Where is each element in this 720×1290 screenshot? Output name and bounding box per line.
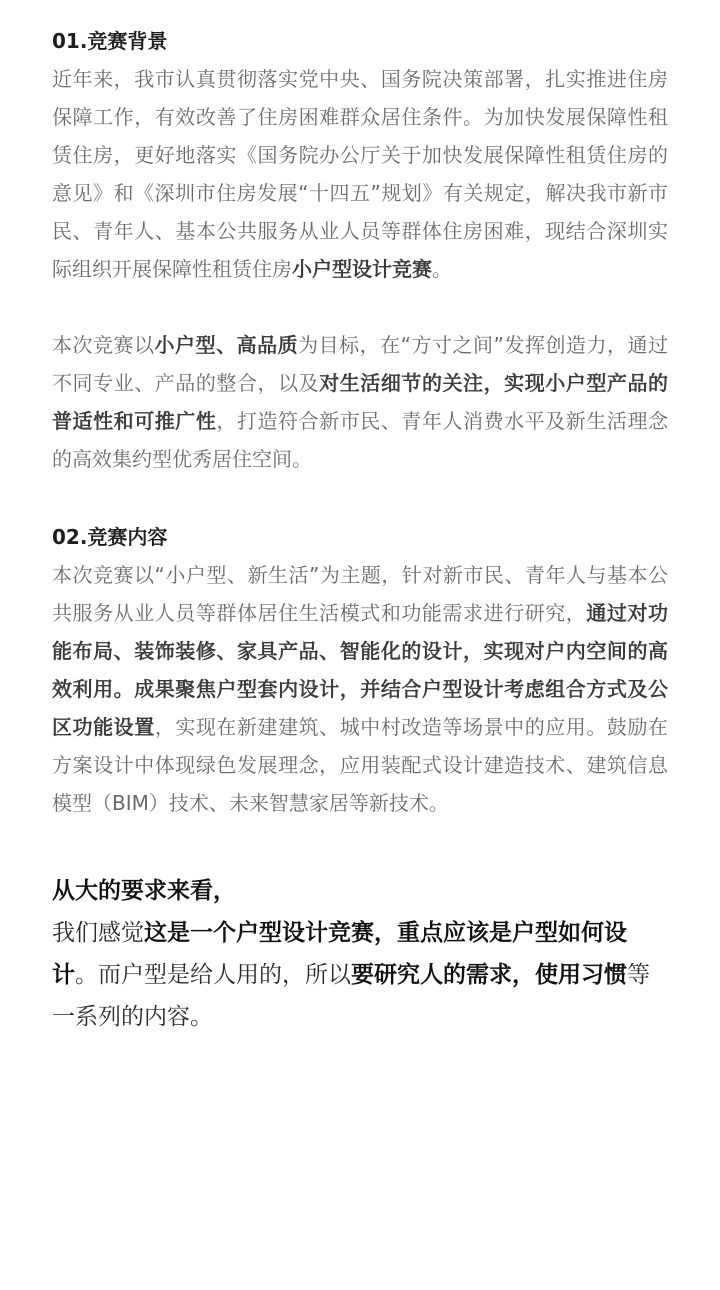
text-run: ，打造符合新市民、青年人消费水平及新生活理念的高效集约型优秀居住空间。 <box>52 409 669 471</box>
text-run: 为目标，在“方寸之间”发挥创造力，通过不同专业、产品的整合，以及 <box>52 333 668 395</box>
text-run: 等一系列的内容。 <box>52 962 650 1030</box>
text-run: 本次竞赛以“小户型、新生活”为主题，针对新市民、青年人与基本公共服务从业人员等群体居住生活模式和功能需求进行研究， <box>52 563 668 625</box>
bold-text-run: 要研究人的需求，使用习惯 <box>351 962 627 988</box>
background-paragraph-1 <box>52 60 668 288</box>
bold-text-run: 小户型设计竞赛 <box>292 257 432 281</box>
section-heading-content: 02.竞赛内容 <box>52 525 168 549</box>
section-gap <box>52 478 668 518</box>
bold-text-run: 通过对功能布局、装饰装修、家具产品、智能化的设计，实现对户内空间的高效利用。成果聚焦户型套内设计，并结合户型设计考虑组合方式及公区功能设置 <box>52 601 669 739</box>
bold-text-run: 这是一个户型设计竞赛，重点应该是户型如何设计 <box>52 920 627 988</box>
text-run: 我们感觉 <box>52 920 144 946</box>
text-run: 近年来，我市认真贯彻落实党中央、国务院决策部署，扎实推进住房保障工作，有效改善了住房困难群众居住条件。为加快发展保障性租赁住房，更好地落实《国务院办公厅关于加快发展保障性租赁住房的意见》和《深圳市住房发展“十四五”规划》有关规定，解决我市新市民、青年人、基本公共服务从业人员等群体住房困难，现结合深圳实际组织开展保障性租赁住房 <box>52 67 668 281</box>
bold-text-run: 小户型、高品质 <box>154 333 299 357</box>
text-run: 。 <box>432 257 452 281</box>
summary-paragraph <box>52 912 668 1038</box>
paragraph-gap <box>52 288 668 326</box>
content-paragraph <box>52 556 668 822</box>
section-gap <box>52 822 668 870</box>
text-run: 。而户型是给人用的，所以 <box>75 962 351 988</box>
summary-heading: 从大的要求来看， <box>52 878 236 904</box>
text-run: 本次竞赛以 <box>52 333 155 357</box>
text-run: ，实现在新建建筑、城中村改造等场景中的应用。鼓励在方案设计中体现绿色发展理念，应用装配式设计建造技术、建筑信息模型（BIM）技术、未来智慧家居等新技术。 <box>52 715 669 815</box>
section-heading-background: 01.竞赛背景 <box>52 29 168 53</box>
bold-text-run: 对生活细节的关注，实现小户型产品的普适性和可推广性 <box>52 371 669 433</box>
background-paragraph-2 <box>52 326 668 478</box>
